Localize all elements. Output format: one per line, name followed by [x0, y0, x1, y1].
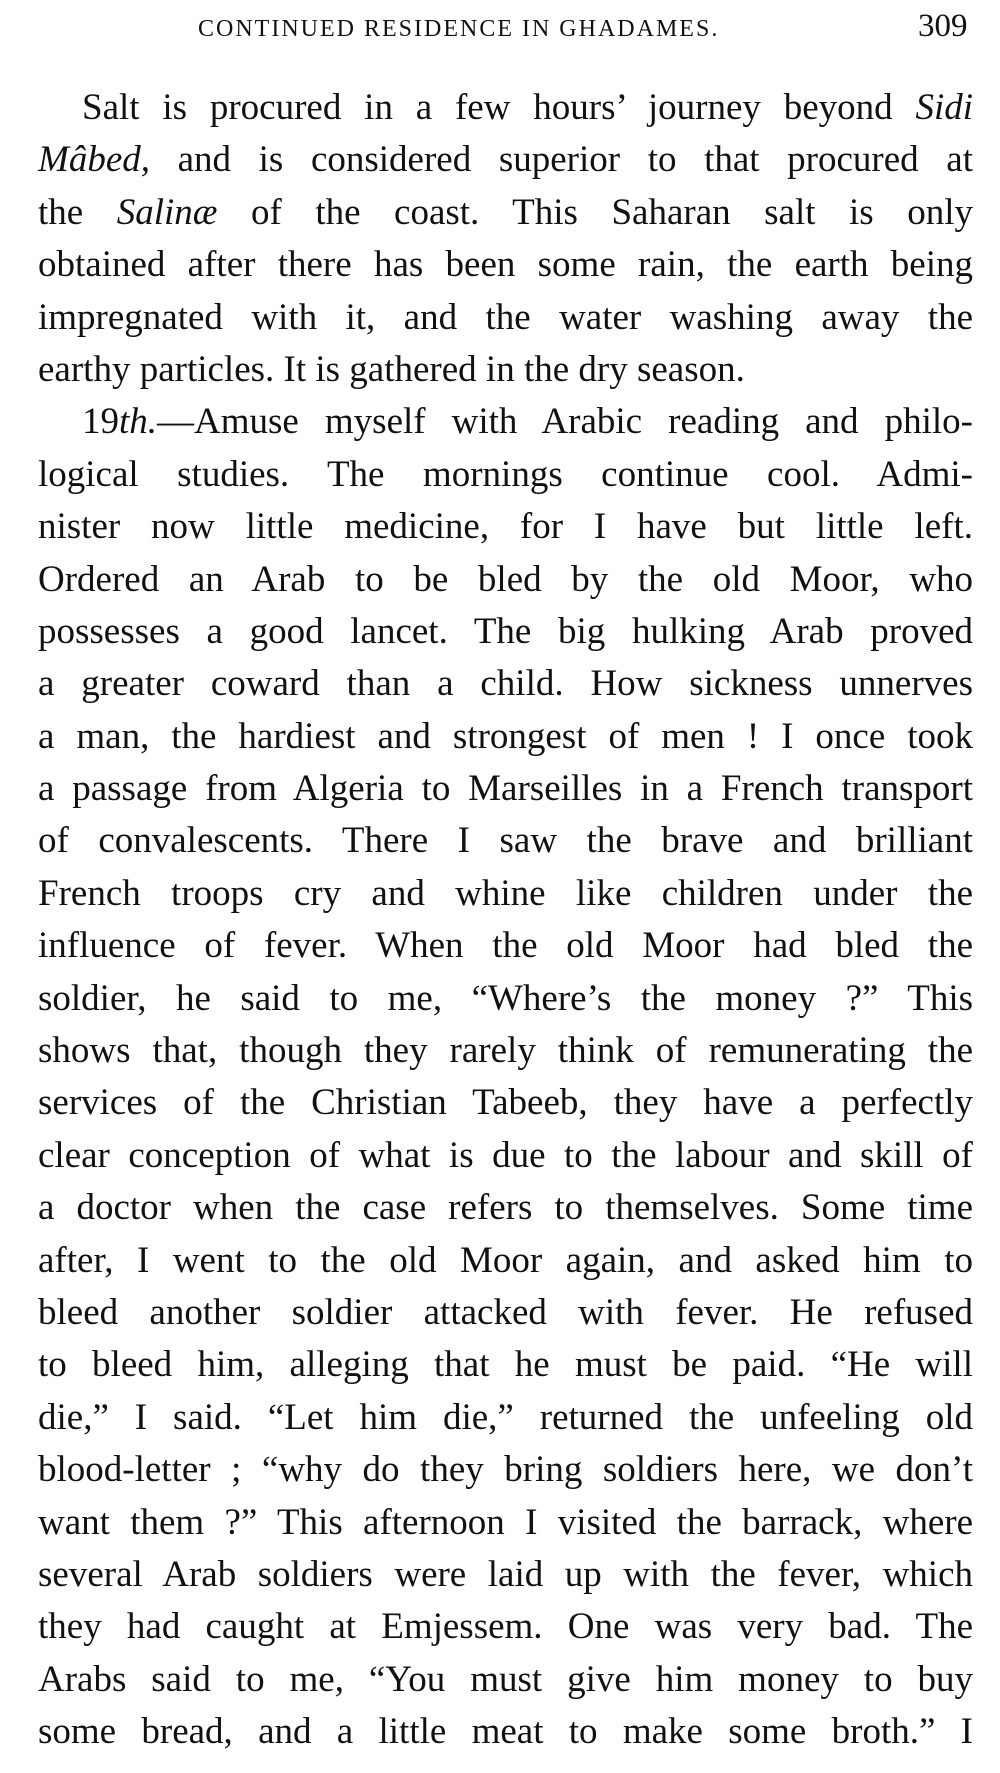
text-line: shows that, though they rarely think of remunerating the — [38, 1030, 973, 1072]
text-line: obtained after there has been some rain, the earth being — [38, 244, 973, 286]
text-line: want them ?” This afternoon I visited the barrack, where — [38, 1501, 973, 1543]
text-line: possesses a good lancet. The big hulking Arab proved — [38, 610, 973, 652]
text-line: clear conception of what is due to the labour and skill of — [38, 1134, 973, 1176]
text-line: French troops cry and whine like children under the — [38, 872, 973, 914]
text-line: the Salinæ of the coast. This Saharan salt is only — [38, 191, 973, 233]
text-line: blood-letter ; “why do they bring soldiers here, we don’t — [38, 1449, 973, 1491]
text-line: of convalescents. There I saw the brave and brilliant — [38, 820, 973, 862]
text-line: to bleed him, alleging that he must be paid. “He will — [38, 1344, 973, 1386]
text-line: soldier, he said to me, “Where’s the money ?” This — [38, 977, 973, 1019]
text-line: 19th.—Amuse myself with Arabic reading and philo- — [82, 401, 973, 443]
running-head: CONTINUED RESIDENCE IN GHADAMES. — [198, 16, 720, 42]
text-line: Mâbed, and is considered superior to that procured at — [38, 139, 973, 181]
body-text — [38, 82, 973, 1759]
text-line: logical studies. The mornings continue cool. Admi- — [38, 453, 973, 495]
text-line: influence of fever. When the old Moor had bled the — [38, 925, 973, 967]
text-line: Arabs said to me, “You must give him money to buy — [38, 1658, 973, 1700]
text-line: die,” I said. “Let him die,” returned the unfeeling old — [38, 1396, 973, 1438]
text-line: a man, the hardiest and strongest of men ! I once took — [38, 715, 973, 757]
text-line: after, I went to the old Moor again, and asked him to — [38, 1239, 973, 1281]
text-line: some bread, and a little meat to make some broth.” I — [38, 1711, 973, 1753]
text-line: Salt is procured in a few hours’ journey beyond Sidi — [82, 87, 973, 128]
page-header — [0, 8, 980, 48]
text-line: services of the Christian Tabeeb, they have a perfectly — [38, 1082, 973, 1124]
text-line: Ordered an Arab to be bled by the old Moor, who — [38, 558, 973, 600]
text-line: they had caught at Emjessem. One was very bad. The — [38, 1606, 973, 1648]
text-line: impregnated with it, and the water washing away the — [38, 296, 973, 338]
text-line: several Arab soldiers were laid up with the fever, which — [38, 1553, 973, 1595]
text-line: a greater coward than a child. How sickness unnerves — [38, 663, 973, 705]
page-number: 309 — [918, 8, 968, 44]
text-line: bleed another soldier attacked with fever. He refused — [38, 1291, 973, 1333]
text-line: nister now little medicine, for I have but little left. — [38, 506, 973, 548]
text-line: earthy particles. It is gathered in the dry season. — [38, 348, 745, 390]
text-line: a passage from Algeria to Marseilles in a French transport — [38, 768, 973, 810]
text-line: a doctor when the case refers to themselves. Some time — [38, 1187, 973, 1229]
